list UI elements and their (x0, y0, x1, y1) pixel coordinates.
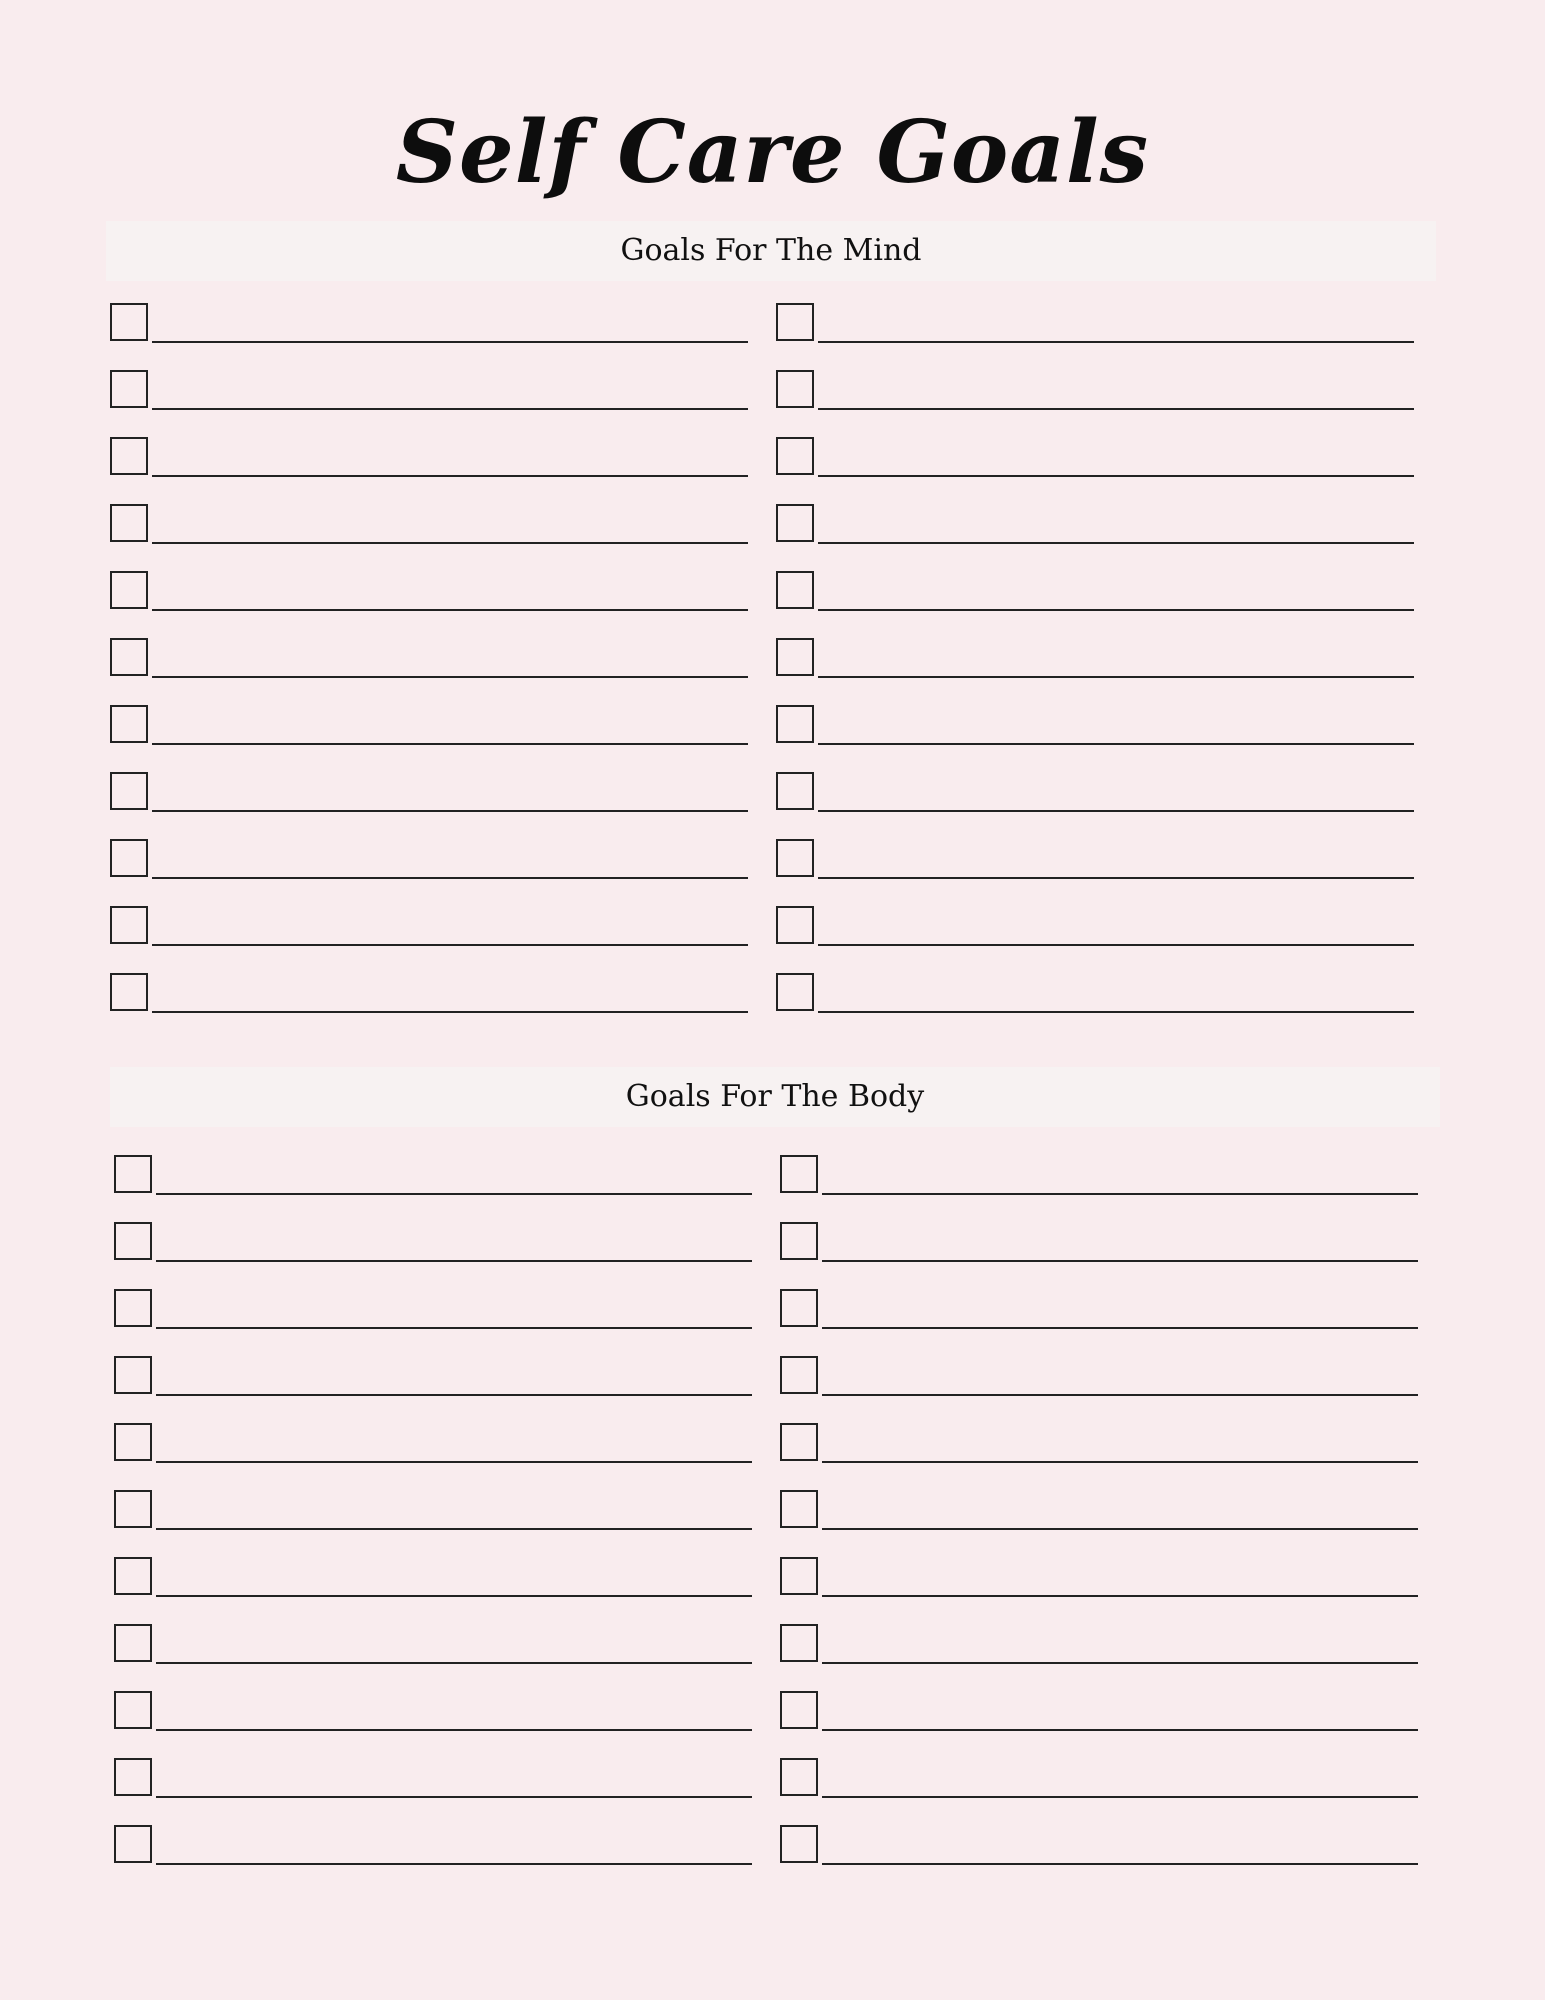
goal-checkbox[interactable] (110, 303, 148, 341)
goal-write-line[interactable] (822, 1662, 1418, 1664)
goal-write-line[interactable] (818, 743, 1414, 745)
goal-write-line[interactable] (818, 877, 1414, 879)
goal-row (110, 638, 750, 678)
goal-row (780, 1155, 1420, 1195)
goal-row (776, 906, 1416, 946)
goal-write-line[interactable] (152, 944, 748, 946)
goal-checkbox[interactable] (776, 504, 814, 542)
goal-row (110, 504, 750, 544)
goal-write-line[interactable] (822, 1327, 1418, 1329)
goal-write-line[interactable] (818, 944, 1414, 946)
goal-row (110, 571, 750, 611)
goal-row (776, 638, 1416, 678)
goal-checkbox[interactable] (776, 437, 814, 475)
goal-checkbox[interactable] (780, 1423, 818, 1461)
goal-write-line[interactable] (822, 1260, 1418, 1262)
goal-row (776, 504, 1416, 544)
goal-write-line[interactable] (818, 609, 1414, 611)
goal-checkbox[interactable] (114, 1758, 152, 1796)
goal-checkbox[interactable] (110, 638, 148, 676)
goal-checkbox[interactable] (114, 1557, 152, 1595)
goal-checkbox[interactable] (110, 839, 148, 877)
goal-write-line[interactable] (156, 1595, 752, 1597)
goal-checkbox[interactable] (780, 1356, 818, 1394)
goal-write-line[interactable] (152, 341, 748, 343)
goal-write-line[interactable] (152, 408, 748, 410)
goal-write-line[interactable] (822, 1863, 1418, 1865)
goal-checkbox[interactable] (780, 1691, 818, 1729)
goal-row (110, 705, 750, 745)
goal-row (776, 370, 1416, 410)
goal-row (110, 973, 750, 1013)
goal-write-line[interactable] (156, 1528, 752, 1530)
goal-write-line[interactable] (818, 475, 1414, 477)
goal-row (110, 906, 750, 946)
goal-checkbox[interactable] (110, 504, 148, 542)
goal-row (110, 303, 750, 343)
goal-write-line[interactable] (818, 542, 1414, 544)
goal-row (780, 1490, 1420, 1530)
goal-checkbox[interactable] (780, 1557, 818, 1595)
goal-row (776, 571, 1416, 611)
goal-checkbox[interactable] (776, 303, 814, 341)
goal-row (114, 1222, 754, 1262)
goal-row (776, 303, 1416, 343)
goal-checkbox[interactable] (114, 1155, 152, 1193)
goal-write-line[interactable] (156, 1863, 752, 1865)
goal-write-line[interactable] (152, 810, 748, 812)
goal-row (776, 437, 1416, 477)
goal-write-line[interactable] (156, 1260, 752, 1262)
goal-write-line[interactable] (156, 1796, 752, 1798)
goal-row (114, 1557, 754, 1597)
goal-checkbox[interactable] (110, 705, 148, 743)
goal-write-line[interactable] (152, 542, 748, 544)
section-heading: Goals For The Mind (106, 221, 1436, 281)
goal-row (114, 1825, 754, 1865)
goal-checkbox[interactable] (776, 370, 814, 408)
goal-row (114, 1624, 754, 1664)
goal-write-line[interactable] (152, 475, 748, 477)
goal-checkbox[interactable] (776, 638, 814, 676)
goal-row (110, 437, 750, 477)
goal-checkbox[interactable] (780, 1222, 818, 1260)
goal-checkbox[interactable] (110, 370, 148, 408)
goal-checkbox[interactable] (110, 571, 148, 609)
goal-write-line[interactable] (818, 408, 1414, 410)
goal-checkbox[interactable] (110, 906, 148, 944)
goal-checkbox[interactable] (780, 1155, 818, 1193)
goal-write-line[interactable] (152, 676, 748, 678)
goal-checkbox[interactable] (110, 973, 148, 1011)
goal-row (114, 1155, 754, 1195)
goal-write-line[interactable] (156, 1662, 752, 1664)
goal-write-line[interactable] (156, 1193, 752, 1195)
goal-row (776, 973, 1416, 1013)
goal-row (780, 1825, 1420, 1865)
goal-checkbox[interactable] (776, 772, 814, 810)
goal-checkbox[interactable] (114, 1624, 152, 1662)
goal-checkbox[interactable] (110, 772, 148, 810)
goal-checkbox[interactable] (776, 839, 814, 877)
goal-row (780, 1289, 1420, 1329)
goal-checkbox[interactable] (776, 973, 814, 1011)
goal-write-line[interactable] (152, 1011, 748, 1013)
goal-row (780, 1758, 1420, 1798)
goal-write-line[interactable] (156, 1729, 752, 1731)
goal-row (780, 1624, 1420, 1664)
goal-checkbox[interactable] (776, 906, 814, 944)
goal-row (114, 1423, 754, 1463)
goal-write-line[interactable] (818, 341, 1414, 343)
goal-write-line[interactable] (818, 676, 1414, 678)
goal-write-line[interactable] (818, 810, 1414, 812)
goal-write-line[interactable] (822, 1796, 1418, 1798)
goal-checkbox[interactable] (114, 1289, 152, 1327)
goal-write-line[interactable] (822, 1193, 1418, 1195)
goal-checkbox[interactable] (780, 1624, 818, 1662)
goal-row (114, 1490, 754, 1530)
goal-row (114, 1691, 754, 1731)
goal-row (110, 839, 750, 879)
goal-write-line[interactable] (822, 1729, 1418, 1731)
goal-row (110, 370, 750, 410)
goal-row (114, 1758, 754, 1798)
goal-checkbox[interactable] (776, 705, 814, 743)
goal-row (110, 772, 750, 812)
goal-row (776, 839, 1416, 879)
goal-write-line[interactable] (156, 1461, 752, 1463)
section-heading: Goals For The Body (110, 1067, 1440, 1127)
goal-row (776, 772, 1416, 812)
goal-write-line[interactable] (822, 1595, 1418, 1597)
goal-write-line[interactable] (156, 1394, 752, 1396)
goal-row (780, 1356, 1420, 1396)
goal-row (780, 1222, 1420, 1262)
goal-checkbox[interactable] (780, 1825, 818, 1863)
goal-write-line[interactable] (822, 1528, 1418, 1530)
goal-checkbox[interactable] (780, 1758, 818, 1796)
goal-checkbox[interactable] (780, 1289, 818, 1327)
goal-write-line[interactable] (152, 743, 748, 745)
goal-write-line[interactable] (818, 1011, 1414, 1013)
goal-checkbox[interactable] (780, 1490, 818, 1528)
goal-write-line[interactable] (152, 877, 748, 879)
goal-checkbox[interactable] (114, 1423, 152, 1461)
goal-row (114, 1289, 754, 1329)
goal-write-line[interactable] (156, 1327, 752, 1329)
goal-checkbox[interactable] (114, 1825, 152, 1863)
page-title: Self Care Goals (395, 102, 1150, 203)
goal-write-line[interactable] (822, 1461, 1418, 1463)
goal-checkbox[interactable] (114, 1222, 152, 1260)
goal-checkbox[interactable] (114, 1691, 152, 1729)
goal-write-line[interactable] (152, 609, 748, 611)
goal-row (780, 1691, 1420, 1731)
goal-row (780, 1423, 1420, 1463)
goal-checkbox[interactable] (114, 1356, 152, 1394)
goal-checkbox[interactable] (110, 437, 148, 475)
goal-row (776, 705, 1416, 745)
goal-write-line[interactable] (822, 1394, 1418, 1396)
goal-row (780, 1557, 1420, 1597)
goal-row (114, 1356, 754, 1396)
goal-checkbox[interactable] (776, 571, 814, 609)
goal-checkbox[interactable] (114, 1490, 152, 1528)
